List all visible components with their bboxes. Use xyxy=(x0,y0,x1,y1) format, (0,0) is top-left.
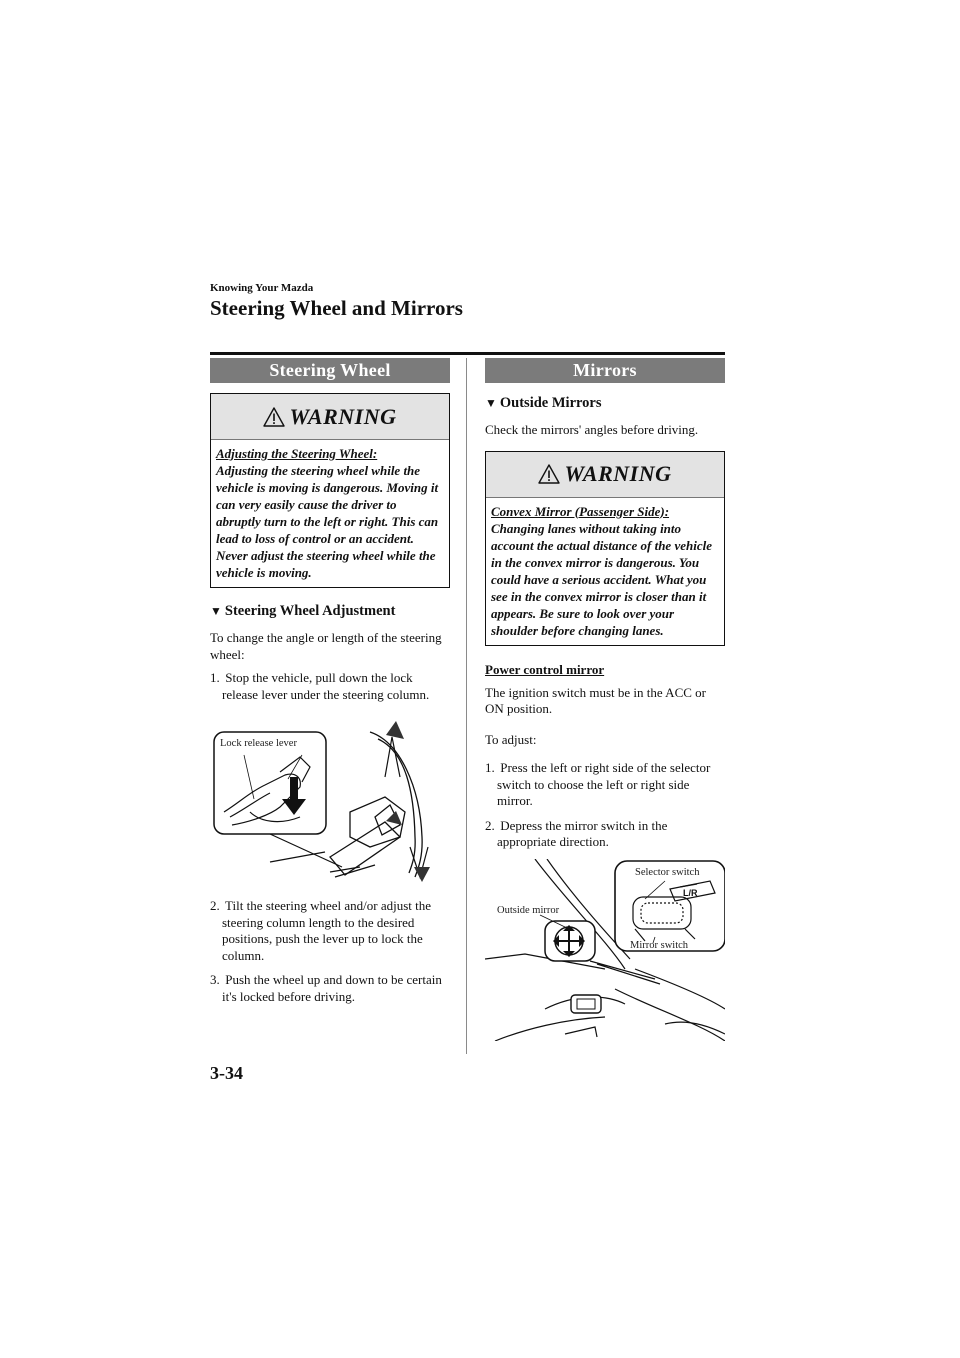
warning-text: Adjusting the steering wheel while the vehicle is moving is dangerous. Moving it can very easily cause the driver to abruptly turn to the left or right. This can lead to loss of control or an accident. Never adjust the steering wheel while the vehicle is moving. xyxy=(216,463,439,580)
column-divider xyxy=(466,358,467,1054)
warning-subtitle: Convex Mirror (Passenger Side): xyxy=(491,503,670,519)
step-number: 2. xyxy=(210,898,220,913)
warning-body xyxy=(486,498,724,645)
step-2 xyxy=(210,898,450,964)
warning-title: WARNING xyxy=(564,461,672,486)
mirror-switch-label: Mirror switch xyxy=(630,939,689,951)
selector-switch-label: Selector switch xyxy=(635,866,700,878)
steering-warning-box xyxy=(210,393,450,588)
outside-mirror-label: Outside mirror xyxy=(497,904,560,916)
triangle-bullet-icon: ▼ xyxy=(210,604,222,618)
steering-wheel-banner: Steering Wheel xyxy=(210,358,450,383)
step-text: Tilt the steering wheel and/or adjust the steering column length to the desired positions, push the lever up to lock the column. xyxy=(222,898,432,963)
step-text: Push the wheel up and down to be certain it's locked before driving. xyxy=(222,972,442,1004)
step-1 xyxy=(210,670,450,703)
step-2 xyxy=(485,818,725,851)
steering-intro: To change the angle or length of the steering wheel: xyxy=(210,630,442,662)
mirrors-intro: Check the mirrors' angles before driving. xyxy=(485,422,699,437)
step-number: 1. xyxy=(210,670,220,685)
warning-title: WARNING xyxy=(289,403,397,429)
step-text: Press the left or right side of the selector switch to choose the left or right side mirror. xyxy=(497,760,711,808)
step-1 xyxy=(485,760,725,810)
warning-header xyxy=(486,452,724,498)
power-control-mirror-heading: Power control mirror xyxy=(485,661,605,677)
step-3 xyxy=(210,972,450,1005)
warning-subtitle: Adjusting the Steering Wheel: xyxy=(216,446,378,461)
page-title: Steering Wheel and Mirrors xyxy=(210,296,463,320)
warning-text: Changing lanes without taking into account the actual distance of the vehicle in the convex mirror is dangerous. You could have a serious accident. What you see in the convex mirror is closer than it appears. Be sure to look over your shoulder before changing lanes. xyxy=(491,520,712,638)
step-text: Depress the mirror switch in the appropriate direction. xyxy=(497,817,668,849)
triangle-bullet-icon: ▼ xyxy=(485,396,497,410)
mirror-warning-box xyxy=(485,451,725,646)
subheading-text: Outside Mirrors xyxy=(499,395,602,411)
subheading-text: Steering Wheel Adjustment xyxy=(224,603,396,619)
adjust-text: To adjust: xyxy=(485,731,537,747)
header-rule xyxy=(210,352,725,355)
warning-header xyxy=(211,394,449,440)
step-number: 2. xyxy=(485,817,495,833)
step-number: 3. xyxy=(210,972,220,987)
step-text: Stop the vehicle, pull down the lock release lever under the steering column. xyxy=(222,670,430,702)
step-number: 1. xyxy=(485,760,495,775)
warning-body xyxy=(211,440,449,587)
right-column xyxy=(485,358,725,1041)
page-number: 3-34 xyxy=(210,1063,243,1083)
svg-text:L/R: L/R xyxy=(683,887,698,898)
section-label: Knowing Your Mazda xyxy=(210,282,314,294)
steering-lever-figure xyxy=(210,717,450,882)
mirror-switch-figure xyxy=(485,859,725,1041)
warning-triangle-icon xyxy=(263,407,285,427)
left-column xyxy=(210,358,450,1013)
mirrors-banner: Mirrors xyxy=(485,358,725,383)
power-control-text: The ignition switch must be in the ACC or ON position. xyxy=(485,684,706,716)
steering-adjustment-heading xyxy=(210,603,450,620)
outside-mirrors-heading xyxy=(485,395,725,412)
warning-triangle-icon xyxy=(538,464,560,484)
lock-release-lever-label: Lock release lever xyxy=(220,738,297,749)
